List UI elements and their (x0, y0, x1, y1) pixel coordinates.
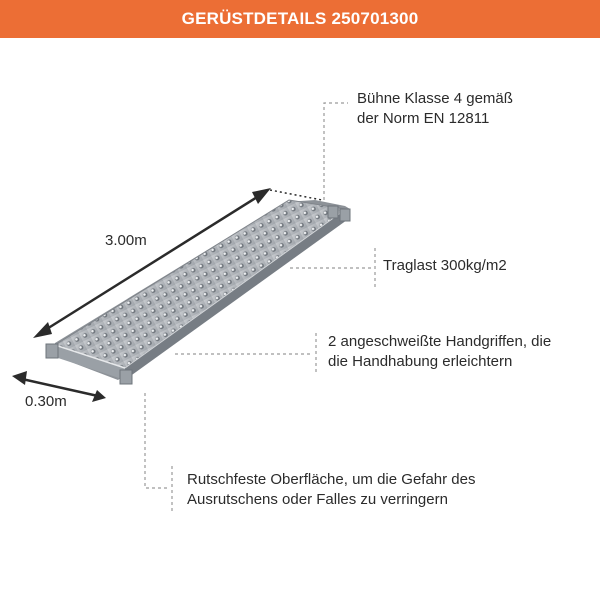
scaffold-plank-icon (46, 200, 350, 384)
note-surface (187, 470, 475, 510)
width-label: 0.30m (25, 393, 67, 410)
note-handles-line-1: 2 angeschweißte Handgriffen, die (328, 333, 552, 350)
note-standard-line-2: der Norm EN 12811 (357, 110, 490, 127)
note-standard-line-1: Bühne Klasse 4 gemäß (357, 90, 513, 107)
note-handles-line-2: die Handhabung erleichtern (328, 353, 513, 370)
note-load (383, 256, 507, 276)
header-title: GERÜSTDETAILS 250701300 (181, 9, 419, 28)
note-load-line-1: Traglast 300kg/m2 (383, 257, 507, 274)
length-extension-lines (270, 190, 322, 200)
length-label: 3.00m (105, 232, 147, 249)
note-handles (328, 332, 551, 372)
note-surface-line-1: Rutschfeste Oberfläche, um die Gefahr des (187, 471, 476, 488)
note-surface-line-2: Ausrutschens oder Falles zu verringern (187, 491, 448, 508)
note-standard (357, 89, 557, 129)
